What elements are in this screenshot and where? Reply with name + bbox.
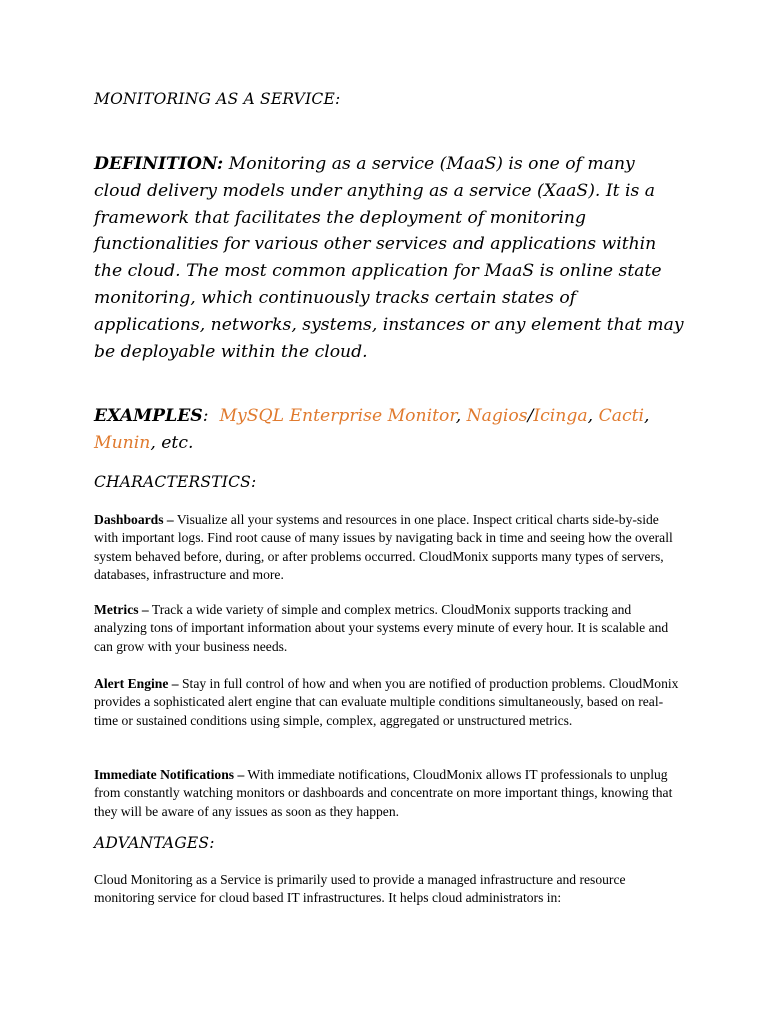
- examples-paragraph: [94, 403, 684, 457]
- document-title: MONITORING AS A SERVICE:: [94, 90, 341, 108]
- example-link-munin[interactable]: Munin: [94, 432, 151, 453]
- characteristic-text: Track a wide variety of simple and complex metrics. CloudMonix supports tracking and analyzing tons of important information about your systems every minute of every hour. It is scalable and can grow with your business needs.: [94, 602, 669, 654]
- characteristic-item-metrics: [94, 601, 684, 656]
- example-link-mysql[interactable]: MySQL Enterprise Monitor: [219, 406, 456, 426]
- examples-slash: /: [527, 406, 534, 426]
- characteristic-item-dashboards: [94, 511, 684, 585]
- characteristic-text: With immediate notifications, CloudMonix allows IT professionals to unplug from constantly watching monitors or dashboards and concentrate on more important things, knowing that they will be aware of any issues as soon as they happen.: [94, 767, 673, 819]
- definition-text: Monitoring as a service (MaaS) is one of many cloud delivery models under anything as a service (XaaS). It is a framework that facilitates the deployment of monitoring functionalities for various other services and applications within the cloud. The most common application for MaaS is online state monitoring, which continuously tracks certain states of applications, networks, systems, instances or any element that may be deployable within the cloud.: [94, 154, 684, 362]
- examples-separator: ,: [455, 406, 467, 426]
- example-link-icinga[interactable]: Icinga: [533, 406, 588, 426]
- characteristic-term: Dashboards –: [94, 512, 174, 527]
- examples-label: EXAMPLES: [94, 406, 203, 426]
- examples-tail: , etc.: [150, 432, 194, 453]
- example-link-cacti[interactable]: Cacti: [598, 406, 644, 426]
- characteristic-term: Immediate Notifications –: [94, 767, 245, 782]
- examples-separator: ,: [587, 406, 599, 426]
- characteristic-item-immediate-notifications: [94, 766, 684, 821]
- characteristic-text: Visualize all your systems and resources in one place. Inspect critical charts side-by-side with important logs. Find root cause of many issues by navigating back in time and seeing how the overall system behaved before, during, or after problems occurred. CloudMonix supports many types of servers, databases, infrastructure and more.: [94, 512, 673, 583]
- characteristic-term: Metrics –: [94, 602, 149, 617]
- definition-paragraph: [94, 151, 684, 365]
- characteristic-term: Alert Engine –: [94, 676, 179, 691]
- advantages-paragraph: [94, 871, 684, 908]
- advantages-text: Cloud Monitoring as a Service is primarily used to provide a managed infrastructure and resource monitoring service for cloud based IT infrastructures. It helps cloud administrators in:: [94, 872, 626, 906]
- examples-colon: :: [202, 406, 209, 426]
- characteristics-heading: CHARACTERSTICS:: [94, 473, 257, 491]
- characteristic-text: Stay in full control of how and when you are notified of production problems. CloudMonix provides a sophisticated alert engine that can evaluate multiple conditions simultaneously, based on real-time or sustained conditions using simple, complex, aggregated or unstructured metrics.: [94, 676, 679, 728]
- examples-separator: ,: [644, 406, 650, 426]
- characteristic-item-alert-engine: [94, 675, 684, 730]
- advantages-heading: ADVANTAGES:: [94, 834, 215, 852]
- definition-label: DEFINITION:: [94, 154, 224, 174]
- example-link-nagios[interactable]: Nagios: [466, 406, 528, 426]
